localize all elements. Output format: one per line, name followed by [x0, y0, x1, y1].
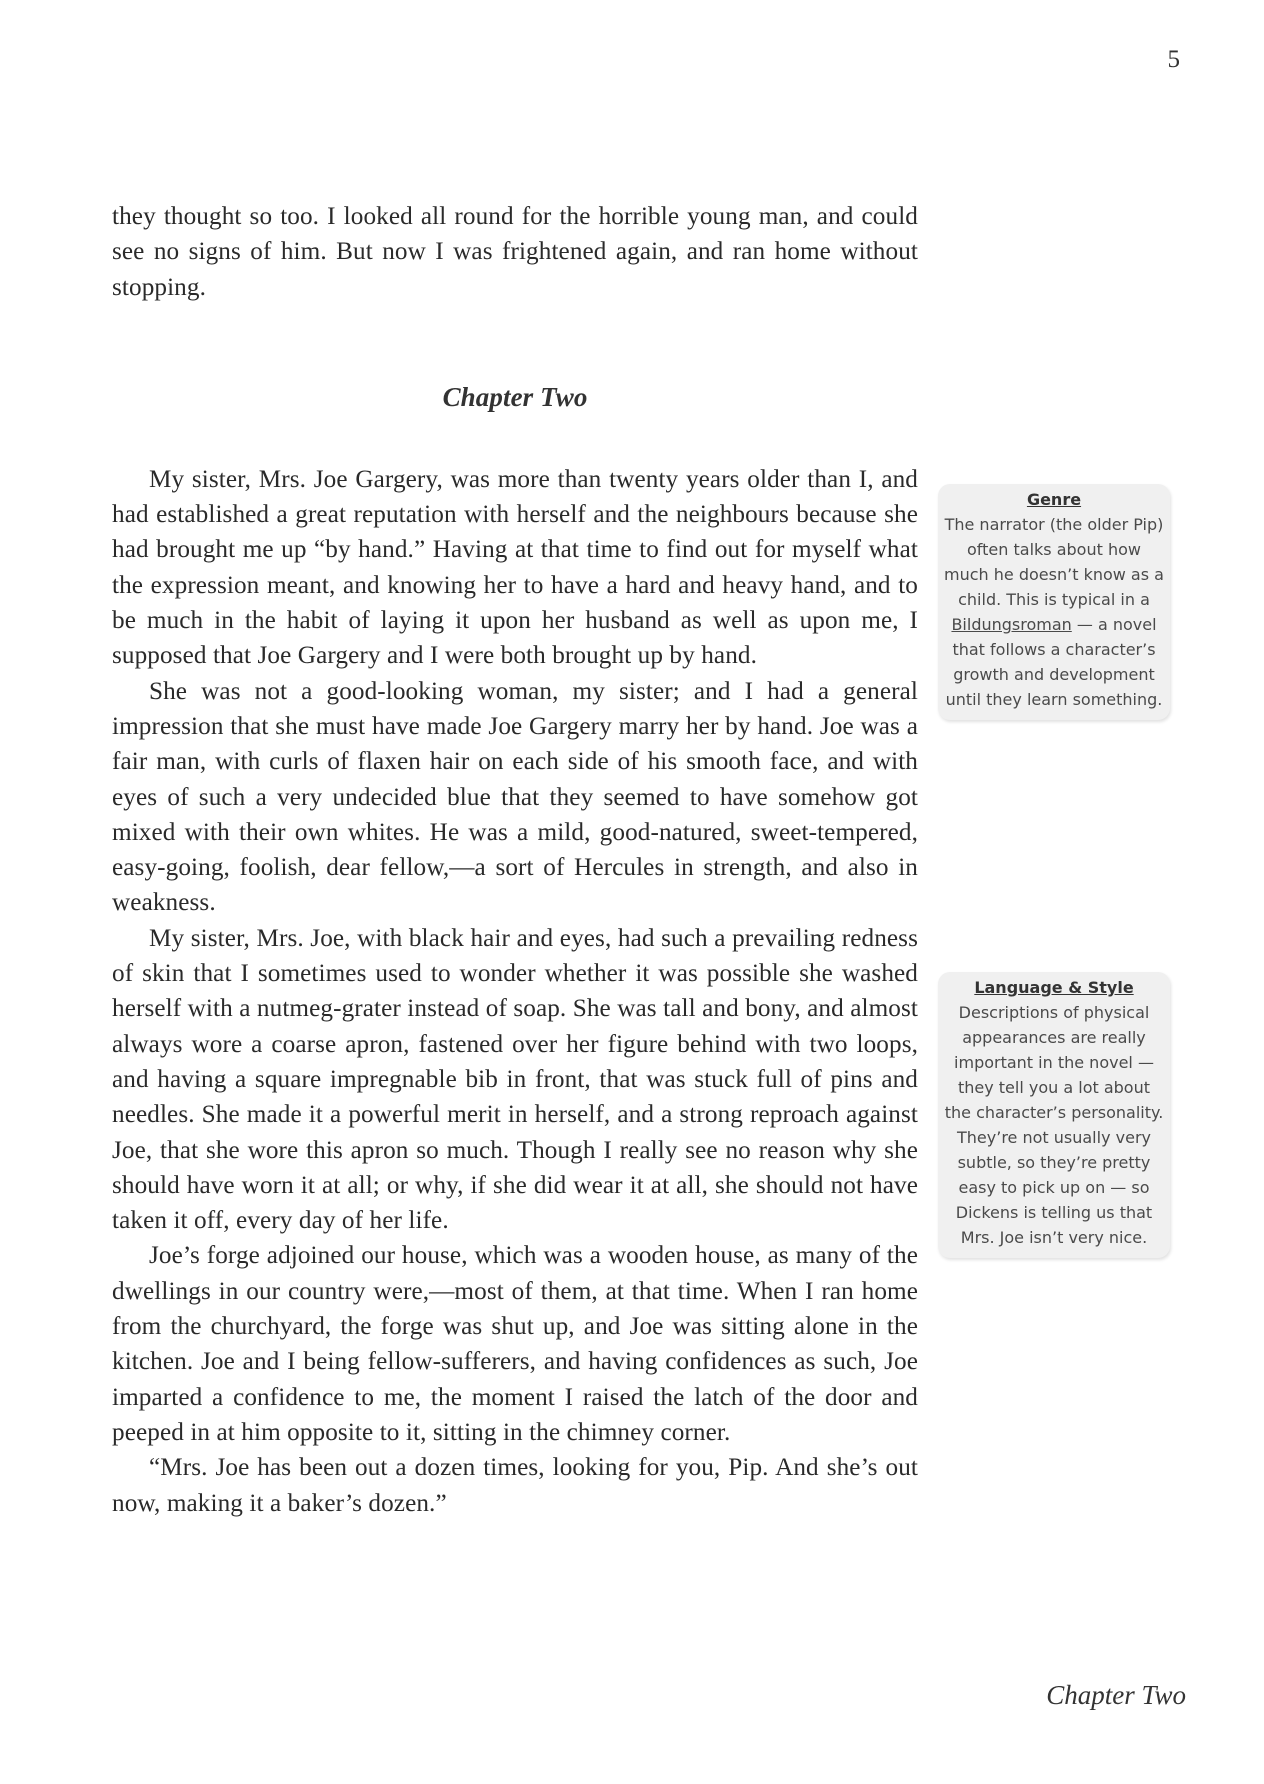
sidebar-language-style-title: Language & Style [974, 978, 1134, 997]
chapter-heading: Chapter Two [442, 381, 588, 412]
body-paragraph: “Mrs. Joe has been out a dozen times, looking for you, Pip. And she’s out now, making it a baker’s dozen.” [112, 1454, 918, 1517]
sidebar-genre-term: Bildungsroman [951, 615, 1072, 634]
body-paragraph: She was not a good-looking woman, my sister; and I had a general impression that she must have made Joe Gargery marry her by hand. Joe was a fair man, with curls of flaxen hair on each side of his smooth face, and with eyes of such a very undecided blue that they seemed to have somehow got mixed with their own whites. He was a mild, good-natured, sweet-tempered, easy-going, foolish, dear fellow,—a sort of Hercules in strength, and also in weakness. [112, 677, 918, 917]
sidebar-genre-text-before: The narrator (the older Pip) often talks about how much he doesn’t know as a child. This is typical in a [944, 515, 1164, 609]
opening-paragraph: they thought so too. I looked all round for the horrible young man, and could see no signs of him. But now I was frightened again, and ran home without stopping. [112, 203, 918, 301]
body-paragraph: My sister, Mrs. Joe Gargery, was more than twenty years older than I, and had established a great reputation with herself and the neighbours because she had brought me up “by hand.” Having at that time to find out for myself what the expression meant, and knowing her to have a hard and heavy hand, and to be much in the habit of laying it upon her husband as well as upon me, I supposed that Joe Gargery and I were both brought up by hand. [112, 465, 918, 670]
page-number: 5 [1167, 46, 1180, 73]
sidebar-genre-title: Genre [1026, 490, 1082, 509]
sidebar-language-style-box [938, 972, 1170, 1258]
sidebar-genre-box [938, 484, 1170, 720]
sidebar-genre-text-after: — a novel that follows a character’s growth and development until they learn something. [945, 615, 1163, 709]
body-paragraph: Joe’s forge adjoined our house, which was a wooden house, as many of the dwellings in our country were,—most of them, at that time. When I ran home from the churchyard, the forge was shut up, and Joe was sitting alone in the kitchen. Joe and I being fellow-sufferers, and having confidences as such, Joe imparted a confidence to me, the moment I raised the latch of the door and peeped in at him opposite to it, sitting in the chimney corner. [112, 1242, 918, 1446]
footer-chapter-title: Chapter Two [1046, 1680, 1186, 1710]
body-paragraph: My sister, Mrs. Joe, with black hair and eyes, had such a prevailing redness of skin that I sometimes used to wonder whether it was possible she washed herself with a nutmeg-grater instead of soap. She was tall and bony, and almost always wore a coarse apron, fastened over her figure behind with two loops, and having a square impregnable bib in front, that was stuck full of pins and needles. She made it a powerful merit in herself, and a strong reproach against Joe, that she wore this apron so much. Though I really see no reason why she should have worn it at all; or why, if she did wear it at all, she should not have taken it off, every day of her life. [112, 924, 918, 1235]
sidebar-language-style-text: Descriptions of physical appearances are really important in the novel — they tell you a lot about the character’s personality. They’re not usually very subtle, so they’re pretty easy to pick up on — so Dickens is telling us that Mrs. Joe isn’t very nice. [944, 1003, 1164, 1247]
main-text-column [112, 199, 918, 1521]
